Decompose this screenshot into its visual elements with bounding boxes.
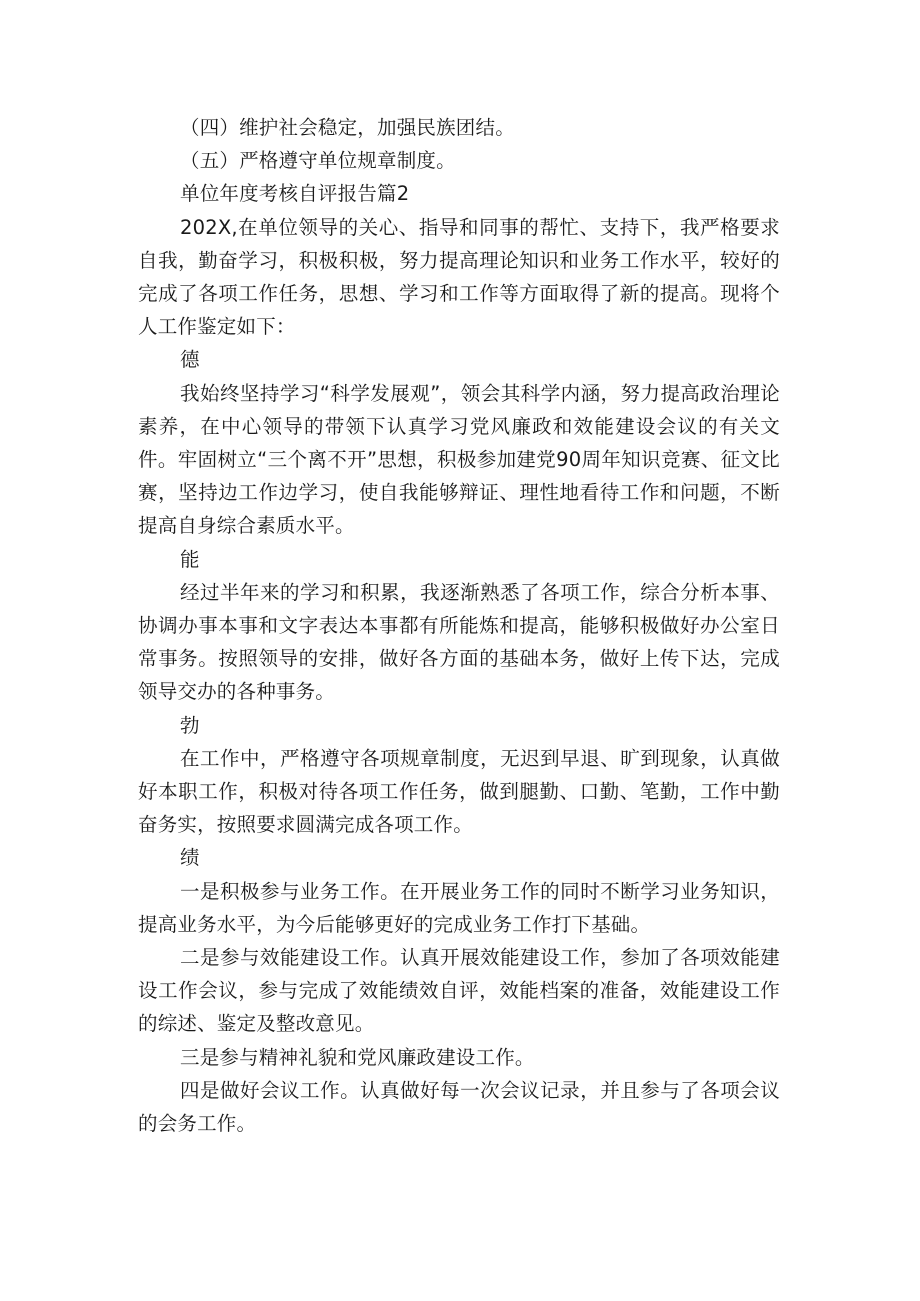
paragraph-item-4: （四）维护社会稳定，加强民族团结。 [180,116,515,139]
paragraph-ji-1: 一是积极参与业务工作。在开展业务工作的同时不断学习业务知识，提高业务水平，为今后能够更好的完成业务工作打下基础。 [138,879,780,936]
heading-qin: 勃 [180,713,200,737]
paragraph-ji-2: 二是参与效能建设工作。认真开展效能建设工作，参加了各项效能建设工作会议，参与完成了效能绩效自评，效能档案的准备，效能建设工作的综述、鉴定及整改意见。 [138,946,780,1036]
paragraph-de: 我始终坚持学习“科学发展观”，领会其科学内涵，努力提高政治理论素养，在中心领导的带领下认真学习党风廉政和效能建设会议的有关文件。牢固树立“三个离不开”思想，积极参加建党90周年知识竞赛、征文比赛，坚持边工作边学习，使自我能够辩证、理性地看待工作和问题，不断提高自身综合素质水平。 [138,381,780,538]
paragraph-ji-3: 三是参与精神礼貌和党风廉政建设工作。 [180,1045,535,1069]
paragraph-ji-4: 四是做好会议工作。认真做好每一次会议记录，并且参与了各项会议的会务工作。 [138,1078,780,1136]
document-body [138,111,780,1140]
section-title: 单位年度考核自评报告篇2 [180,182,410,206]
paragraph-neng: 经过半年来的学习和积累，我逐渐熟悉了各项工作，综合分析本事、协调办事本事和文字表达本事都有所能炼和提高，能够积极做好办公室日常事务。按照领导的安排，做好各方面的基础本务，做好上传下达，完成领导交办的各种事务。 [138,580,780,704]
heading-ji: 绩 [180,846,200,870]
heading-de: 德 [180,348,200,372]
paragraph-qin: 在工作中，严格遵守各项规章制度，无迟到早退、旷到现象，认真做好本职工作，积极对待各项工作任务，做到腿勤、口勤、笔勤，工作中勤奋务实，按照要求圆满完成各项工作。 [138,746,780,837]
paragraph-item-5: （五）严格遵守单位规章制度。 [180,149,456,173]
heading-neng: 能 [180,547,200,571]
intro-paragraph: 202X,在单位领导的关心、指导和同事的帮忙、支持下，我严格要求自我，勤奋学习，积极积极，努力提高理论知识和业务工作水平，较好的完成了各项工作任务，思想、学习和工作等方面取得了新的提高。现将个人工作鉴定如下： [138,215,780,339]
